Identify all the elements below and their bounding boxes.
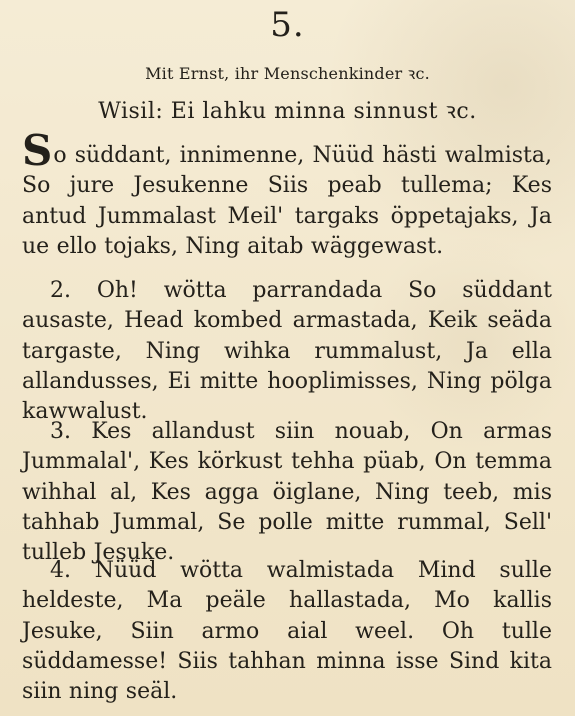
verse-2 [22, 276, 552, 427]
verse-3-text: Kes allandust siin nouab, On armas Jummalal', Kes körkust tehha püab, On temma wihhal al, Kes agga öiglane, Ning teeb, mis tahhab Jummal, Se polle mitte rummal, Sell' tulleb Jesuke. [22, 419, 552, 566]
hymn-number: 5. [270, 5, 305, 45]
verse-2-number: 2. [50, 278, 71, 303]
verse-4 [22, 556, 552, 707]
verse-4-number: 4. [50, 558, 71, 583]
verse-1-text: o süddant, innimenne, Nüüd hästi walmista, So jure Jesukenne Siis peab tullema; Kes antud Jummalast Meil' targaks öppetajaks, Ja ue ello tojaks, Ning aitab wäggewast. [22, 143, 552, 259]
dropcap-letter: S [22, 126, 53, 175]
melody-reference: Mit Ernst, ihr Menschenkinder ꝛc. [145, 64, 430, 83]
tune-reference: Wisil: Ei lahku minna sinnust ꝛc. [98, 99, 477, 124]
verse-4-text: Nüüd wötta walmistada Mind sulle heldeste, Ma peäle hallastada, Mo kallis Jesuke, Siin armo aial weel. Oh tulle süddamesse! Siis tahhan minna isse Sind kita siin ning seäl. [22, 558, 552, 705]
verse-3 [22, 417, 552, 568]
verse-3-number: 3. [50, 419, 71, 444]
verse-2-text: Oh! wötta parrandada So süddant ausaste, Head kombed armastada, Keik seäda targaste, Ning wihka rummalust, Ja ella allandusses, Ei mitte hooplimisses, Ning pölga kawwalust. [22, 278, 552, 425]
verse-1 [22, 126, 552, 262]
